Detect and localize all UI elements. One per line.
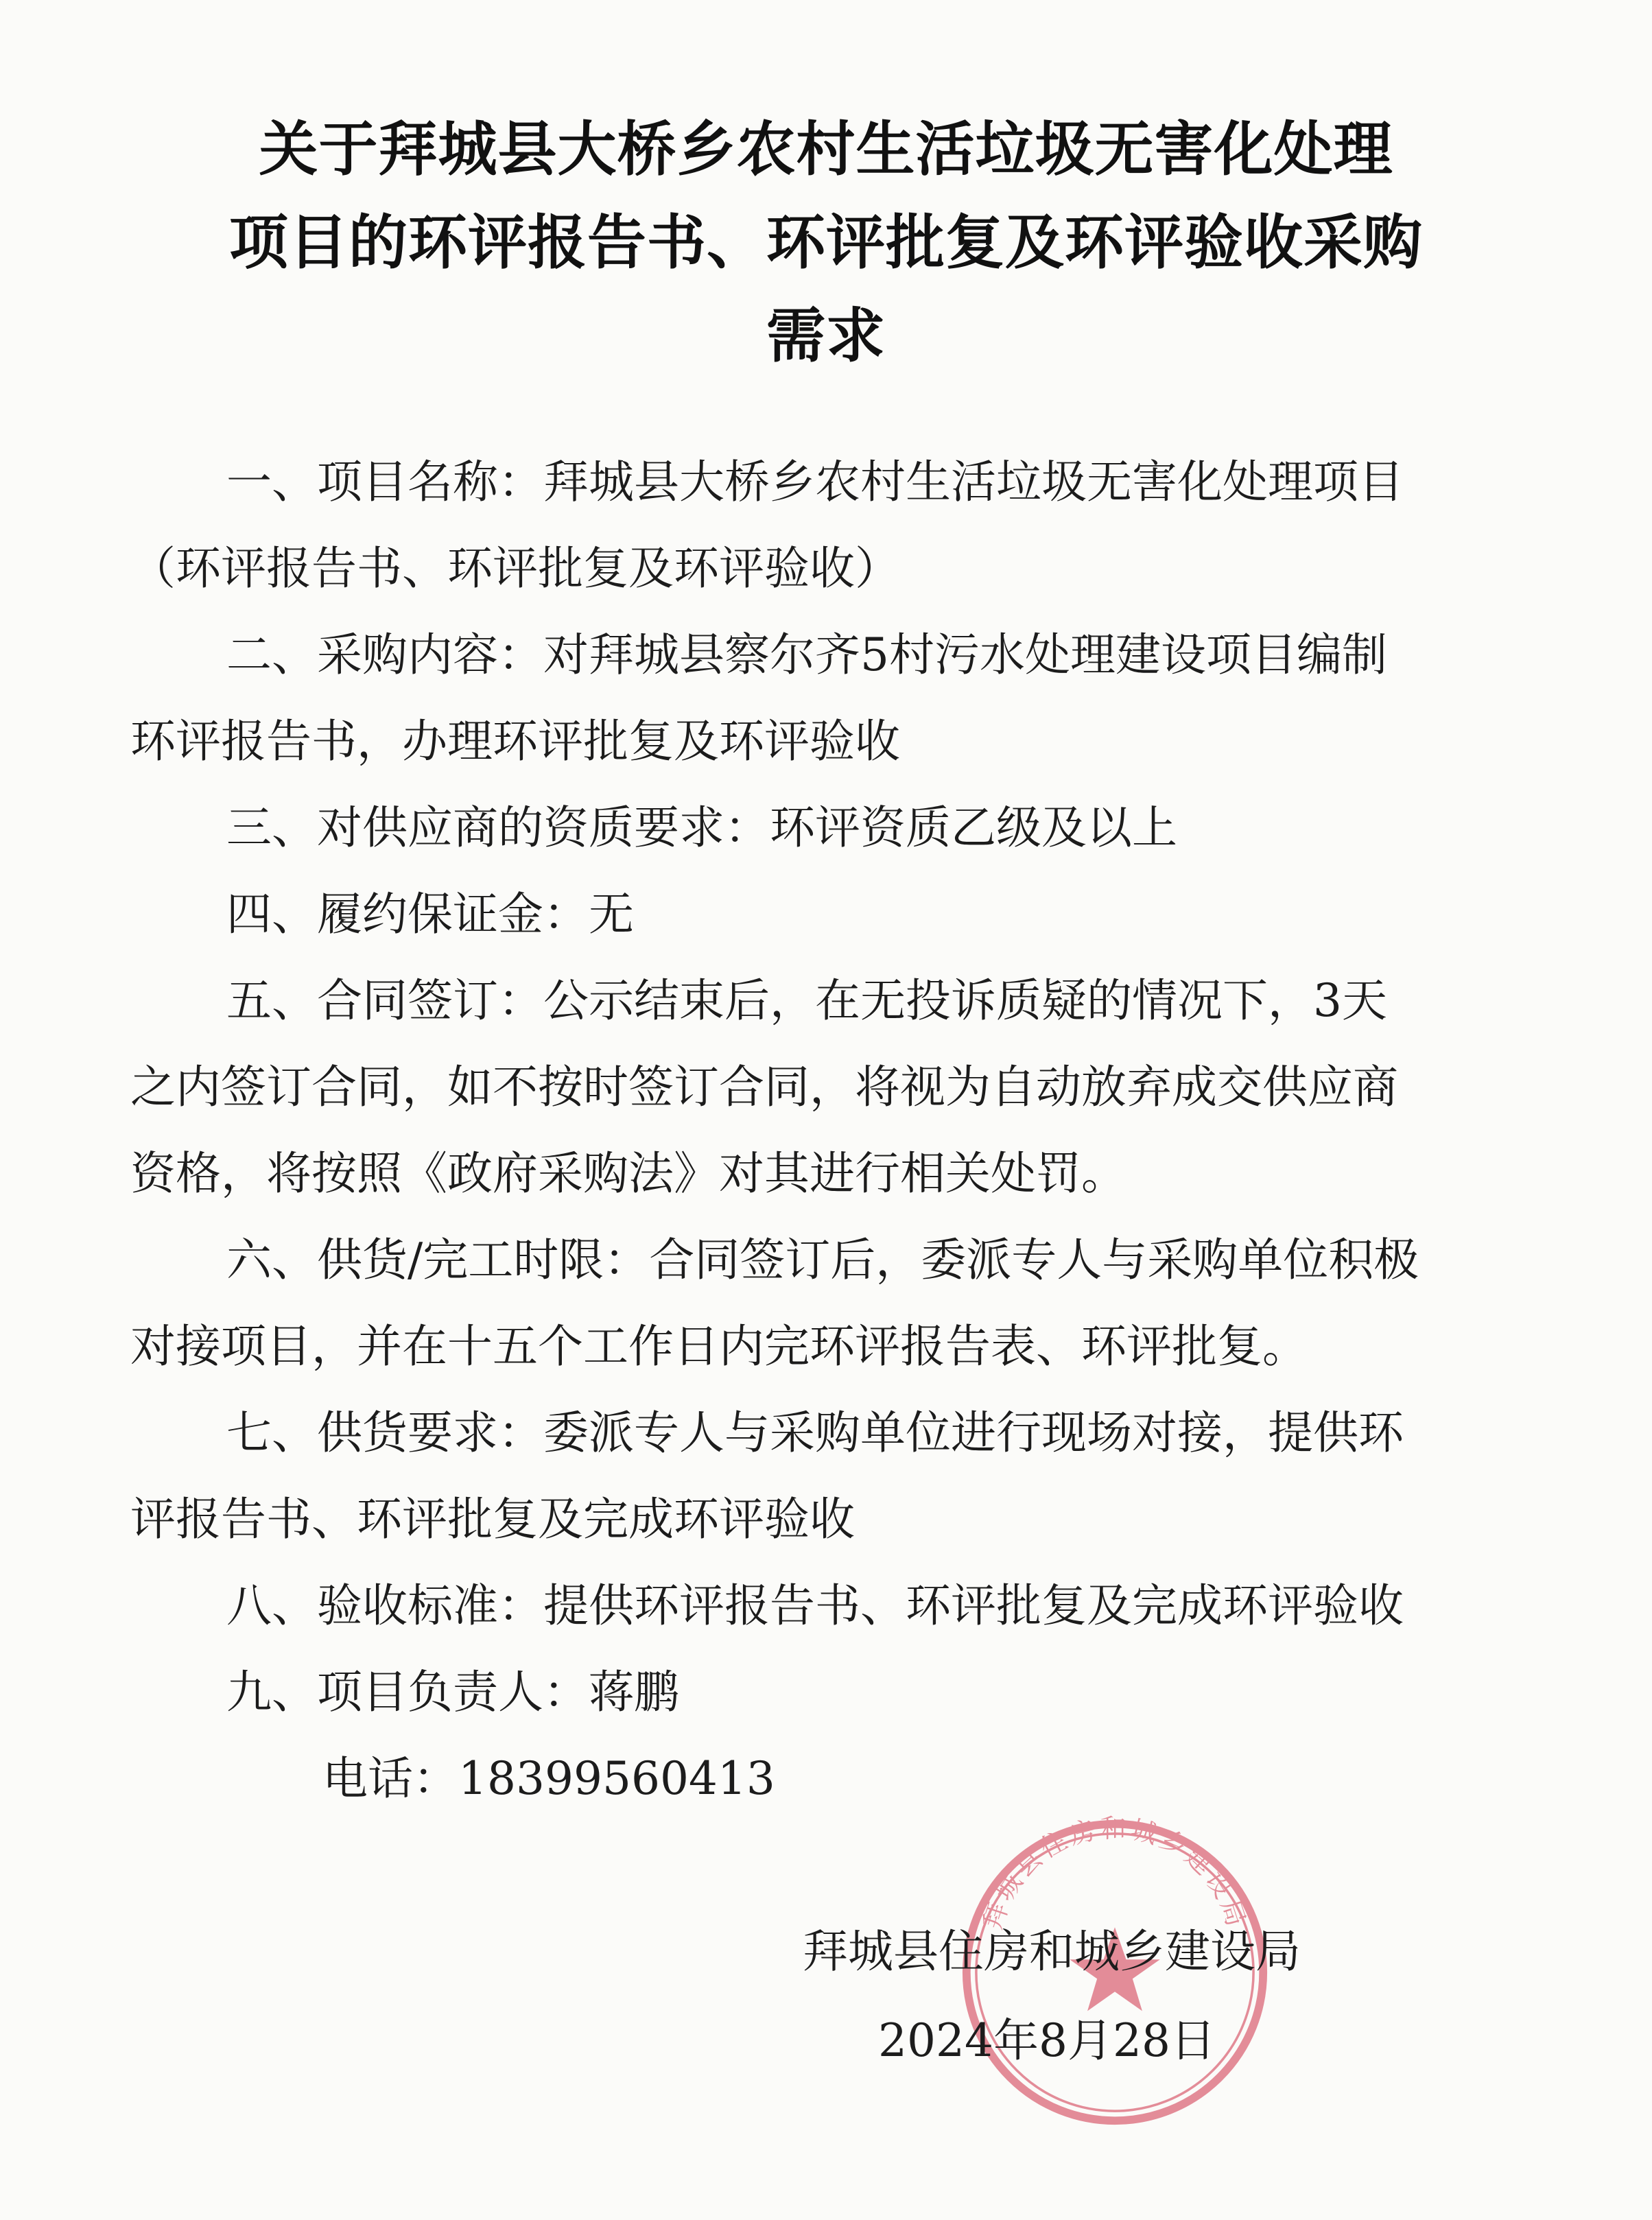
item-project-name: 一、项目名称：拜城县大桥乡农村生活垃圾无害化处理项目（环评报告书、环评批复及环评验收） — [130, 456, 1404, 595]
issuing-organization: 拜城县住房和城乡建设局 — [803, 1925, 1301, 1978]
item-procurement-content: 二、采购内容：对拜城县察尔齐5村污水处理建设项目编制环评报告书，办理环评批复及环评验收 — [130, 628, 1387, 768]
item-delivery-deadline: 六、供货/完工时限：合同签订后，委派专人与采购单位积极对接项目，并在十五个工作日内完环评报告表、环评批复。 — [130, 1233, 1419, 1373]
title-line-1: 关于拜城县大桥乡农村生活垃圾无害化处理 — [259, 115, 1393, 184]
document-title — [137, 103, 1515, 383]
item-project-lead: 九、项目负责人：蒋鹏 — [226, 1666, 679, 1719]
title-line-2: 项目的环评报告书、环评批复及环评验收采购 — [229, 209, 1423, 277]
title-line-3: 需求 — [766, 302, 886, 370]
item-acceptance-standard: 八、验收标准：提供环评报告书、环评批复及完成环评验收 — [226, 1579, 1404, 1632]
document-body — [130, 439, 1420, 1822]
svg-text:拜城县住房和城乡建设局: 拜城县住房和城乡建设局 — [977, 1812, 1253, 1933]
signature-block — [789, 1907, 1406, 2086]
item-delivery-requirements: 七、供货要求：委派专人与采购单位进行现场对接，提供环评报告书、环评批复及完成环评验收 — [130, 1406, 1404, 1546]
item-contract-signing: 五、合同签订：公示结束后，在无投诉质疑的情况下，3天之内签订合同，如不按时签订合同，将视为自动放弃成交供应商资格，将按照《政府采购法》对其进行相关处罚。 — [130, 974, 1398, 1200]
phone-number: 电话：18399560413 — [322, 1752, 775, 1805]
item-performance-bond: 四、履约保证金：无 — [226, 888, 634, 941]
item-supplier-qualification: 三、对供应商的资质要求：环评资质乙级及以上 — [226, 801, 1177, 854]
issue-date: 2024年8月28日 — [878, 2014, 1216, 2067]
